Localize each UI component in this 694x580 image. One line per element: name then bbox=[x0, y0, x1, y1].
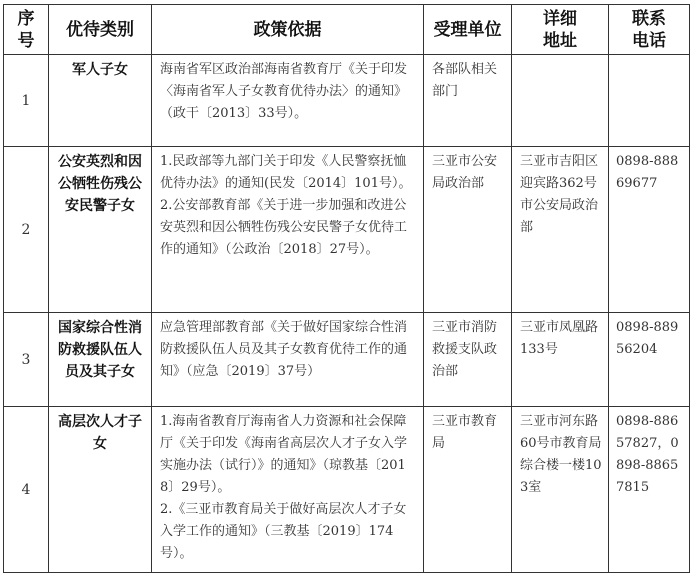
header-basis: 政策依据 bbox=[152, 5, 424, 55]
row-number: 4 bbox=[4, 407, 49, 573]
address-cell: 三亚市河东路60号市教育局综合楼一楼103室 bbox=[512, 407, 609, 573]
category-cell: 公安英烈和因公牺牲伤残公安民警子女 bbox=[49, 147, 152, 313]
row-number: 2 bbox=[4, 147, 49, 313]
category-cell: 军人子女 bbox=[49, 55, 152, 147]
header-address-line-2: 地址 bbox=[543, 30, 577, 51]
unit-cell: 三亚市教育局 bbox=[424, 407, 512, 573]
header-seq-line-2: 号 bbox=[17, 30, 35, 51]
basis-item: 2.《三亚市教育局关于做好高层次人才子女入学工作的通知》（三教基〔2019〕174号）。 bbox=[160, 502, 407, 561]
header-address-line-1: 详细 bbox=[543, 8, 577, 29]
header-phone-line-2: 电话 bbox=[632, 30, 666, 51]
basis-cell bbox=[152, 313, 424, 407]
table-row bbox=[4, 313, 690, 407]
row-number: 1 bbox=[4, 55, 49, 147]
header-address bbox=[512, 5, 609, 55]
row-number: 3 bbox=[4, 313, 49, 407]
header-phone bbox=[609, 5, 690, 55]
category-cell: 国家综合性消防救援队伍人员及其子女 bbox=[49, 313, 152, 407]
category-cell: 高层次人才子女 bbox=[49, 407, 152, 573]
table-row bbox=[4, 407, 690, 573]
header-row bbox=[4, 5, 690, 55]
header-category: 优待类别 bbox=[49, 5, 152, 55]
basis-cell bbox=[152, 407, 424, 573]
phone-cell: 0898-88869677 bbox=[609, 147, 690, 313]
basis-item: 海南省军区政治部海南省教育厅《关于印发〈海南省军人子女教育优待办法〉的通知》（政干〔2013〕33号）。 bbox=[160, 62, 408, 121]
basis-item: 1.民政部等九部门关于印发《人民警察抚恤优待办法》的通知(民发〔2014〕101号）。 bbox=[160, 154, 412, 191]
basis-item: 应急管理部教育部《关于做好国家综合性消防救援队伍人员及其子女教育优待工作的通知》（应急〔2019〕37号） bbox=[160, 320, 408, 379]
phone-cell bbox=[609, 55, 690, 147]
address-cell bbox=[512, 55, 609, 147]
header-unit: 受理单位 bbox=[424, 5, 512, 55]
basis-cell bbox=[152, 147, 424, 313]
table-row bbox=[4, 55, 690, 147]
header-seq-line-1: 序 bbox=[17, 8, 35, 29]
header-phone-line-1: 联系 bbox=[632, 8, 666, 29]
unit-cell: 三亚市公安局政治部 bbox=[424, 147, 512, 313]
table-row bbox=[4, 147, 690, 313]
phone-cell: 0898-88657827，0898-88657815 bbox=[609, 407, 690, 573]
header-seq bbox=[4, 5, 49, 55]
basis-item: 2.公安部教育部《关于进一步加强和改进公安英烈和因公牺牲伤残公安民警子女优待工作的通知》（公政治〔2018〕27号）。 bbox=[160, 198, 408, 257]
unit-cell: 三亚市消防救援支队政治部 bbox=[424, 313, 512, 407]
unit-cell: 各部队相关部门 bbox=[424, 55, 512, 147]
education-preference-table bbox=[3, 4, 690, 573]
basis-item: 1.海南省教育厅海南省人力资源和社会保障厅《关于印发《海南省高层次人才子女入学实施办法（试行）》的通知》（琼教基〔2018〕29号）。 bbox=[160, 414, 408, 495]
phone-cell: 0898-88956204 bbox=[609, 313, 690, 407]
address-cell: 三亚市吉阳区迎宾路362号市公安局政治部 bbox=[512, 147, 609, 313]
address-cell: 三亚市凤凰路133号 bbox=[512, 313, 609, 407]
basis-cell bbox=[152, 55, 424, 147]
